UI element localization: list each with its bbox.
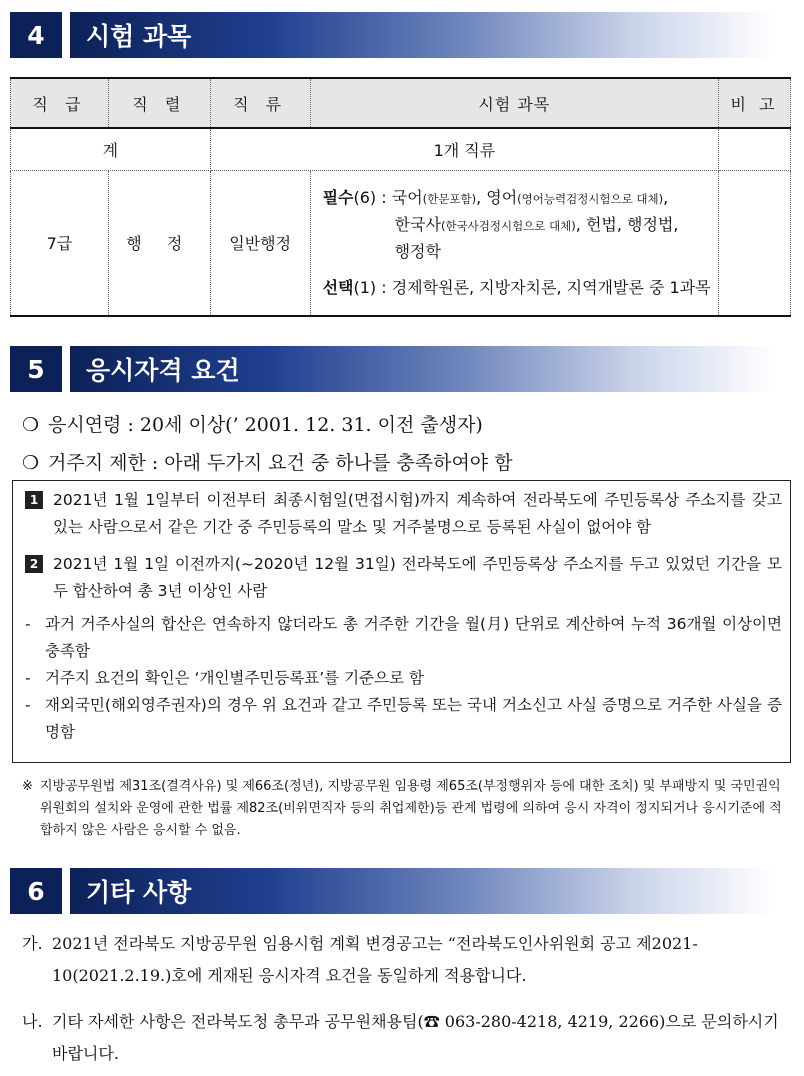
section-5-header <box>10 346 774 392</box>
item-text: 기타 자세한 사항은 전라북도청 총무과 공무원채용팀(☎ 063-280-4218, 4219, 2266)으로 문의하시기 바랍니다. <box>52 1012 779 1063</box>
select-text: (1) : 경제학원론, 지방자치론, 지역개발론 중 1과목 <box>353 277 711 297</box>
total-remark <box>719 128 791 170</box>
subject-law: , 헌법, 행정법, <box>575 214 679 234</box>
age-requirement: 응시연령 : 20세 이상(’ 2001. 12. 31. 이전 출생자) <box>48 414 483 436</box>
table-row <box>11 170 791 316</box>
total-label: 계 <box>11 128 211 170</box>
note-mark: ※ <box>22 779 33 794</box>
list-item <box>25 611 782 665</box>
section-number: 4 <box>10 12 62 58</box>
section-4-header <box>10 12 774 58</box>
separator: , <box>663 187 669 207</box>
grade-cell: 7급 <box>11 170 109 316</box>
header-class: 직 류 <box>210 78 310 128</box>
residence-requirement-box <box>12 480 791 763</box>
number-badge: 1 <box>25 491 43 509</box>
number-badge: 2 <box>25 555 43 573</box>
requirement-text: 2021년 1월 1일 이전까지(~2020년 12월 31일) 전라북도에 주민등록상 주소지를 두고 있었던 기간을 모두 합산하여 총 3년 이상인 사람 <box>53 555 782 600</box>
subject-note: (영어능력검정시험으로 대체) <box>517 191 664 206</box>
section-title: 시험 과목 <box>70 12 774 58</box>
item-mark: 가. <box>22 934 43 953</box>
item-mark: 나. <box>22 1012 43 1031</box>
item-text: 2021년 전라북도 지방공무원 임용시험 계획 변경공고는 “전라북도인사위원회 공고 제2021-10(2021.2.19.)호에 게재된 응시자격 요건을 동일하게 적용합니다. <box>52 934 698 985</box>
dash-mark: - <box>25 669 31 687</box>
total-value: 1개 직류 <box>210 128 718 170</box>
circle-bullet-icon: ❍ <box>22 452 40 474</box>
residence-requirement: 거주지 제한 : 아래 두가지 요건 중 하나를 충족하여야 함 <box>48 452 513 474</box>
list-item <box>22 448 513 475</box>
list-item <box>22 410 483 437</box>
required-label: 필수 <box>322 187 354 207</box>
select-label: 선택 <box>322 277 354 297</box>
header-remark: 비 고 <box>719 78 791 128</box>
section-title: 기타 사항 <box>70 868 774 914</box>
required-line-1 <box>323 185 714 212</box>
subject-note: (한문포함) <box>422 191 477 206</box>
exam-subjects-table <box>10 77 791 317</box>
legal-note <box>22 776 792 842</box>
table-header-row <box>11 78 791 128</box>
section-6-header <box>10 868 774 914</box>
list-item <box>22 928 792 992</box>
section-number: 5 <box>10 346 62 392</box>
list-item <box>25 665 782 692</box>
select-line <box>323 275 714 301</box>
required-line-3: 행정학 <box>394 241 441 261</box>
requirement-text: 2021년 1월 1일부터 이전부터 최종시험일(면접시험)까지 계속하여 전라북도에 주민등록상 주소지를 갖고 있는 사람으로서 같은 기간 중 주민등록의 말소 및 거주불명으로 등록된 사실이 없어야 함 <box>53 491 782 536</box>
table-row <box>11 128 791 170</box>
dash-mark: - <box>25 615 31 633</box>
subject-english: , 영어 <box>476 187 518 207</box>
class-cell: 일반행정 <box>210 170 310 316</box>
list-item <box>22 1006 792 1070</box>
circle-bullet-icon: ❍ <box>22 414 40 436</box>
note-text: 지방공무원법 제31조(결격사유) 및 제66조(정년), 지방공무원 임용령 제65조(부정행위자 등에 대한 조치) 및 부패방지 및 국민권익위원회의 설치와 운영에 관한 법률 제82조(비위면직자 등의 취업제한)등 관계 법령에 의하여 응시 자격이 정지되거나 응시기준에 적합하지 않은 사람은 응시할 수 없음. <box>40 779 782 838</box>
subjects-cell <box>310 170 718 316</box>
subject-note: (한국사검정시험으로 대체) <box>440 218 576 233</box>
required-line-2 <box>323 212 714 239</box>
list-item <box>25 692 782 746</box>
subject-korean: 국어 <box>391 187 423 207</box>
detail-text: 거주지 요건의 확인은 ‘개인별주민등록표’를 기준으로 함 <box>45 669 424 687</box>
dash-mark: - <box>25 696 31 714</box>
header-series: 직 렬 <box>108 78 210 128</box>
list-item <box>25 551 782 605</box>
subject-history: 한국사 <box>394 214 441 234</box>
section-title: 응시자격 요건 <box>70 346 774 392</box>
detail-text: 과거 거주사실의 합산은 연속하지 않더라도 총 거주한 기간을 월(月) 단위로 계산하여 누적 36개월 이상이면 충족함 <box>45 615 782 660</box>
required-count: (6) : <box>353 187 392 207</box>
section-number: 6 <box>10 868 62 914</box>
header-grade: 직 급 <box>11 78 109 128</box>
header-subjects: 시험 과목 <box>310 78 718 128</box>
detail-text: 재외국민(해외영주권자)의 경우 위 요건과 같고 주민등록 또는 국내 거소신고 사실 증명으로 거주한 사실을 증명함 <box>45 696 782 741</box>
list-item <box>25 487 782 541</box>
remark-cell <box>719 170 791 316</box>
series-cell: 행 정 <box>108 170 210 316</box>
